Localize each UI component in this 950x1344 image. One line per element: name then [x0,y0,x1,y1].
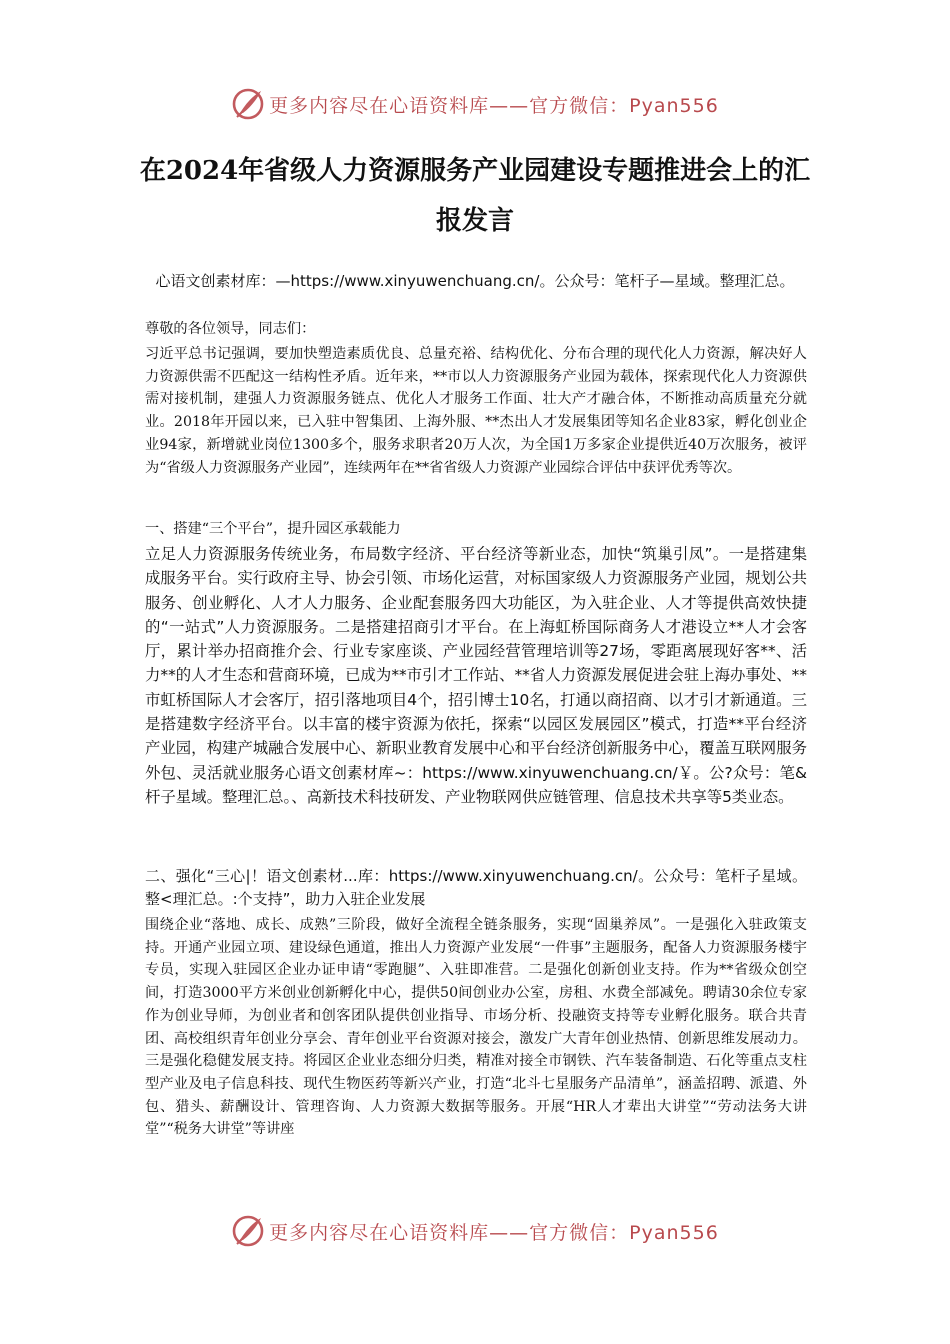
document-title: 在2024年省级人力资源服务产业园建设专题推进会上的汇报发言 [139,156,811,236]
source-note: 心语文创素材库：—https://www.xinyuwenchuang.cn/。公众号：笔杆子—星域。整理汇总。 [155,272,795,290]
banner-text: 更多内容尽在心语资料库——官方微信：Pyan556 [269,94,719,117]
footer-banner [0,1211,950,1251]
quill-logo-icon [231,1214,265,1248]
quill-logo-icon [231,87,265,121]
banner-text: 更多内容尽在心语资料库——官方微信：Pyan556 [269,1221,719,1244]
header-banner [0,84,950,124]
section-1-body: 立足人力资源服务传统业务，布局数字经济、平台经济等新业态，加快“筑巢引凤”。一是搭建集成服务平台。实行政府主导、协会引领、市场化运营，对标国家级人力资源服务产业园，规划公共服务、创业孵化、人才人力服务、企业配套服务四大功能区，为入驻企业、人才等提供高效快捷的“一站式”人力资源服务。二是搭建招商引才平台。在上海虹桥国际商务人才港设立**人才会客厅，累计举办招商推介会、行业专家座谈、产业园经营管理培训等27场，零距离展现好客**、活力**的人才生态和营商环境，已成为**市引才工作站、**省人力资源发展促进会驻上海办事处、**市虹桥国际人才会客厅，招引落地项目4个，招引博士10名，打通以商招商、以才引才新通道。三是搭建数字经济平台。以丰富的楼宇资源为依托，探索“以园区发展园区”模式，打造**平台经济产业园，构建产城融合发展中心、新职业教育发展中心和平台经济创新服务中心，覆盖互联网服务外包、灵活就业服务心语文创素材库~：https://www.xinyuwenchuang.cn/￥。公?众号：笔&杆子星域。整理汇总。、高新技术科技研发、产业物联网供应链管理、信息技术共享等5类业态。 [145,545,807,806]
intro-paragraph: 习近平总书记强调，要加快塑造素质优良、总量充裕、结构优化、分布合理的现代化人力资源，解决好人力资源供需不匹配这一结构性矛盾。近年来，**市以人力资源服务产业园为载体，探索现代化人力资源供需对接机制，建强人力资源服务链点、优化人才服务工作面、壮大产才融合体，不断推动高质量充分就业。2018年开园以来，已入驻中智集团、上海外服、**杰出人才发展集团等知名企业83家，孵化创业企业94家，新增就业岗位1300多个，服务求职者20万人次，为全国1万多家企业提供近40万次服务，被评为“省级人力资源服务产业园”，连续两年在**省省级人力资源产业园综合评估中获评优秀等次。 [145,346,807,476]
section-2-body: 围绕企业“落地、成长、成熟”三阶段，做好全流程全链条服务，实现“固巢养凤”。一是强化入驻政策支持。开通产业园立项、建设绿色通道，推出人力资源产业发展“一件事”主题服务，配备人力资源服务楼宇专员，实现入驻园区企业办证申请“零跑腿”、入驻即准营。二是强化创新创业支持。作为**省级众创空间，打造3000平方米创业创新孵化中心，提供50间创业办公室，房租、水费全部减免。聘请30余位专家作为创业导师，为创业者和创客团队提供创业指导、市场分析、投融资支持等专业孵化服务。联合共青团、高校组织青年创业分享会、青年创业平台资源对接会，激发广大青年创业热情、创新思维发展动力。三是强化稳健发展支持。将园区企业业态细分归类，精准对接全市钢铁、汽车装备制造、石化等重点支柱型产业及电子信息科技、现代生物医药等新兴产业，打造“北斗七星服务产品清单”，涵盖招聘、派遣、外包、猎头、薪酬设计、管理咨询、人力资源大数据等服务。开展“HR人才辈出大讲堂”“劳动法务大讲堂”“税务大讲堂”等讲座 [145,917,807,1138]
section-1-heading: 一、搭建“三个平台”，提升园区承载能力 [145,521,401,537]
salutation: 尊敬的各位领导，同志们： [145,321,316,337]
section-2-heading: 二、强化“三心|！语文创素材...库：https://www.xinyuwenchuang.cn/。公众号：笔杆子星域。整<理汇总。:个支持”，助力入驻企业发展 [145,867,807,908]
